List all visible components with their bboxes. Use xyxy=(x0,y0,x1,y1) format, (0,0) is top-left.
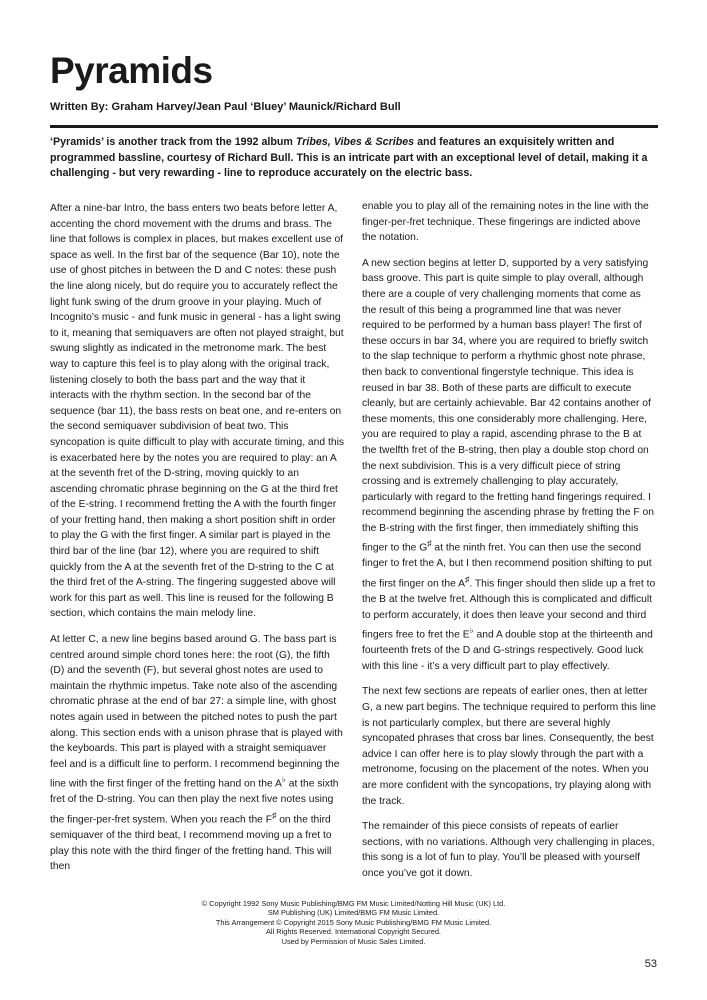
copyright-line-2: SM Publishing (UK) Limited/BMG FM Music Limited. xyxy=(267,908,440,918)
copyright-line-1: © Copyright 1992 Sony Music Publishing/BMG FM Music Limited/Notting Hill Music (UK) Ltd. xyxy=(201,899,506,908)
left-paragraph-1: After a nine-bar Intro, the bass enters two beats before letter A, accenting the chord movement with the drums and brass. The line that follows is complex in places, but makes excellent use of space as well. In the first bar of the sequence (Bar 10), note the use of ghost pitches in between the D and C notes: these push the line along nicely, but do require you to accurately reflect the light funk swing of the drum groove in your playing. Much of Incognito’s music - and funk music in general - has a light swing to it, meaning that semiquavers are often not played straight, but swung slightly as indicated in the metronome mark. The best way to capture this feel is to play along with the original track, listening closely to both the bass part and the way that it interacts with the rhythm section. In the second bar of the sequence (bar 11), the bass rests on beat one, and re-enters on the second semiquaver subdivision of beat two. This syncopation is quite difficult to play with accurate timing, and this is exacerbated here by the notes you are required to play: an A at the seventh fret of the D-string, moving quickly to an ascending chromatic phrase beginning on the G at the third fret of the E-string. I recommend fretting the A with the fourth finger of your fretting hand, then making a short position shift in order to play the G with the first finger. A similar part is played in the third bar of the line (bar 12), where you are required to shift quickly from the A at the seventh fret of the D-string to the C at the third fret of the A-string. The fingering suggested above will work for this part as well. This line is reused for the following B section, which contains the main melody line. xyxy=(50,203,344,620)
right-paragraph-4: The remainder of this piece consists of repeats of earlier sections, with no variations. Although very challenging in places, this song is a lot of fun to play. You’ll be pleased with yourself once you’ve got it down. xyxy=(362,821,655,880)
right-paragraph-2-text-b: at the ninth fret. You can then use the second finger to fret the A, but I then recommend position shifting to put the first finger on the A xyxy=(362,542,652,590)
sharp-symbol: ♯ xyxy=(272,809,277,820)
title-rule xyxy=(50,125,658,128)
right-paragraph-2-text-c: . This finger should then slide up a fret to the B at the twelve fret. Although this is complicated and difficult to perform accurately, it does then leave your second and third fingers free to fret the E xyxy=(362,578,656,641)
left-paragraph-2-text-c: on the third semiquaver of the third beat, I recommend moving up a fret to play this note with the third finger of the fretting hand. This will then xyxy=(50,814,332,873)
page-title: Pyramids xyxy=(50,50,213,91)
copyright-line-3: This Arrangement © Copyright 2015 Sony Music Publishing/BMG FM Music Limited. xyxy=(215,917,492,927)
intro-text-end: and features an exquisitely written and programmed bassline, courtesy of Richard Bull. This is an intricate part with an exceptional level of detail, making it a challenging - but very rewarding - line to reproduce accurately on the electric bass. xyxy=(50,136,648,180)
right-paragraph-1: enable you to play all of the remaining notes in the line with the finger-per-fret technique. These fingerings are indicted above the notation. xyxy=(362,201,649,244)
copyright-footer xyxy=(0,899,707,946)
flat-symbol: ♭ xyxy=(281,774,286,785)
copyright-line-4: All Rights Reserved. International Copyright Secured. xyxy=(265,927,441,937)
page-number: 53 xyxy=(644,958,657,970)
right-paragraph-2-text-a: A new section begins at letter D, supported by a very satisfying bass groove. This part is quite simple to play overall, although there are a couple of very challenging moments that come as the result of this being a programmed line that was never required to be performed by a human bass player! The first of these occurs in bar 34, where you are required to briefly switch to the slap technique to perform a rhythmic ghost note phrase, then back to conventional fingerstyle technique. This idea is reused in bar 38. Both of these parts are difficult to execute cleanly, but are certainly achievable. Bar 42 contains another of these moments, this one considerably more challenging. Here, you are required to play a rapid, ascending phrase to the B at the twelfth fret of the B-string, then play a double stop chord on the next subdivision. This is a very difficult piece of string crossing and is extremely challenging to play accurately, particularly with regard to the fretting hand fingerings required. I recommend beginning the ascending phrase by fretting the F on the B-string with the first finger, then immediately shifting this finger to the G xyxy=(362,257,654,554)
left-paragraph-2-text-a: At letter C, a new line begins based around G. The bass part is centred around simple chord tones here: the root (G), the fifth (D) and the seventh (F), but several ghost notes are used to maintain the rhythmic impetus. Take note also of the ascending chromatic phrase at the end of bar 27: a simple line, with ghost notes again used in between the pitched notes to push the part along. This section ends with a unison phrase that is played with the keyboards. This part is played with a straight semiquaver feel and is a difficult line to perform. I recommend beginning the line with the first finger of the fretting hand on the A xyxy=(50,634,343,790)
sharp-symbol: ♯ xyxy=(465,574,470,585)
copyright-line-5: Used by Permission of Music Sales Limited. xyxy=(281,936,426,946)
intro-paragraph xyxy=(50,135,658,182)
sharp-symbol: ♯ xyxy=(427,538,432,549)
songwriter-credits: Written By: Graham Harvey/Jean Paul ‘Bluey’ Maunick/Richard Bull xyxy=(50,101,401,113)
flat-symbol: ♭ xyxy=(469,625,474,636)
right-paragraph-2-text-d: and A double stop at the thirteenth and fourteenth frets of the D and G-strings respectively. Good luck with this line - it’s a very difficult part to play effectively. xyxy=(362,629,653,672)
album-title: Tribes, Vibes & Scribes xyxy=(295,136,415,148)
right-column xyxy=(362,199,656,892)
left-paragraph-2-text-b: at the sixth fret of the D-string. You can then play the next five notes using the finger-per-fret system. When you reach the F xyxy=(50,778,339,826)
right-paragraph-2 xyxy=(362,256,656,675)
left-column xyxy=(50,201,344,885)
left-paragraph-2 xyxy=(50,632,344,875)
intro-text-start: ‘Pyramids’ is another track from the 1992 album xyxy=(50,136,296,148)
right-paragraph-3: The next few sections are repeats of earlier ones, then at letter G, a new part begins. The technique required to perform this line is not particularly complex, but there are several highly syncopated phrases that cross bar lines. Consequently, the best advice I can offer here is to play slowly through the part with a metronome, focusing on the placement of the notes. When you are more confident with the syncopations, try playing along with the track. xyxy=(362,686,657,807)
